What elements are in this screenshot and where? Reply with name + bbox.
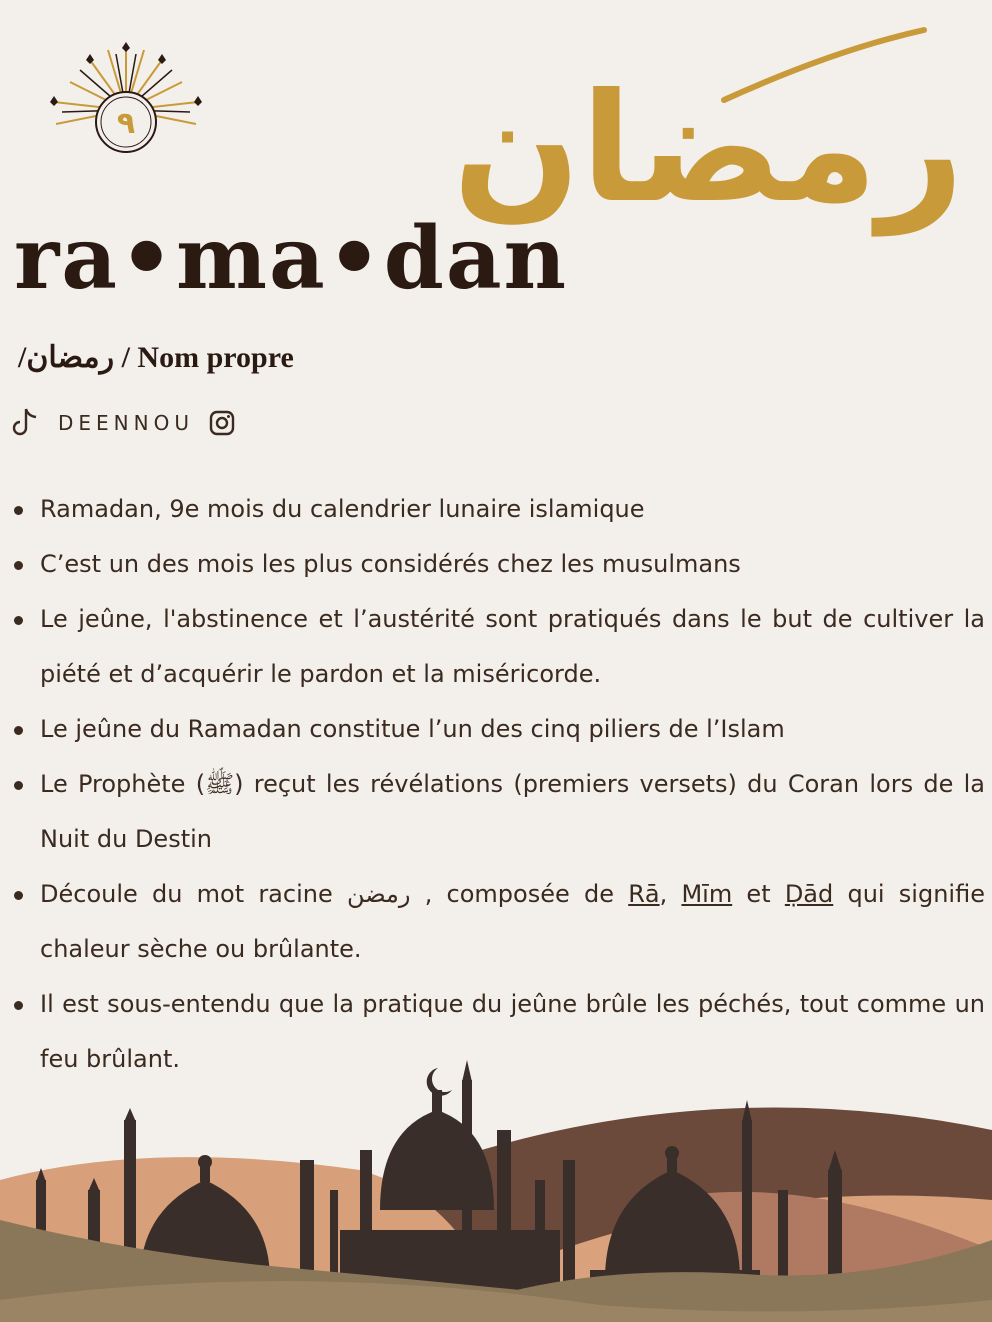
list-item: Le jeûne du Ramadan constitue l’un des cinq piliers de l’Islam xyxy=(10,702,985,757)
tiktok-icon[interactable] xyxy=(10,406,40,440)
root-arabic: رمضن xyxy=(346,880,411,908)
letter-mim: Mīm xyxy=(681,880,733,908)
list-item: Le Prophète (ﷺ) reçut les révélations (premiers versets) du Coran lors de la Nuit du Destin xyxy=(10,757,985,867)
social-handle: DEENNOU xyxy=(58,411,194,435)
part-of-speech: /رمضان / Nom propre xyxy=(18,341,294,374)
letter-dad: Ḍād xyxy=(784,880,834,908)
badge-number: ٩ xyxy=(116,106,136,141)
list-item: Le jeûne, l'abstinence et l’austérité sont pratiqués dans le but de cultiver la piété et d’acquérir le pardon et la miséricorde. xyxy=(10,592,985,702)
definition-list xyxy=(10,482,985,1087)
letter-ra: Rā xyxy=(628,880,660,908)
list-item: C’est un des mois les plus considérés chez les musulmans xyxy=(10,537,985,592)
conjunction: et xyxy=(746,880,771,908)
arabic-title-text: رمضان xyxy=(452,62,964,236)
list-item-root xyxy=(10,867,985,977)
root-text-after: qui signifie chaleur sèche ou brûlante. xyxy=(40,880,985,963)
sunburst-badge xyxy=(46,40,206,160)
root-text-middle: , composée de xyxy=(424,880,614,908)
list-item: Il est sous-entendu que la pratique du jeûne brûle les péchés, tout comme un feu brûlant. xyxy=(10,977,985,1087)
arabic-calligraphy xyxy=(452,10,974,236)
instagram-icon[interactable] xyxy=(208,409,236,437)
root-text-before: Découle du mot racine xyxy=(40,880,333,908)
social-bar xyxy=(10,406,236,440)
headword: ra•ma•dan xyxy=(14,208,569,309)
mosque-skyline-illustration xyxy=(0,1050,992,1322)
list-item: Ramadan, 9e mois du calendrier lunaire islamique xyxy=(10,482,985,537)
separator: , xyxy=(659,880,668,908)
